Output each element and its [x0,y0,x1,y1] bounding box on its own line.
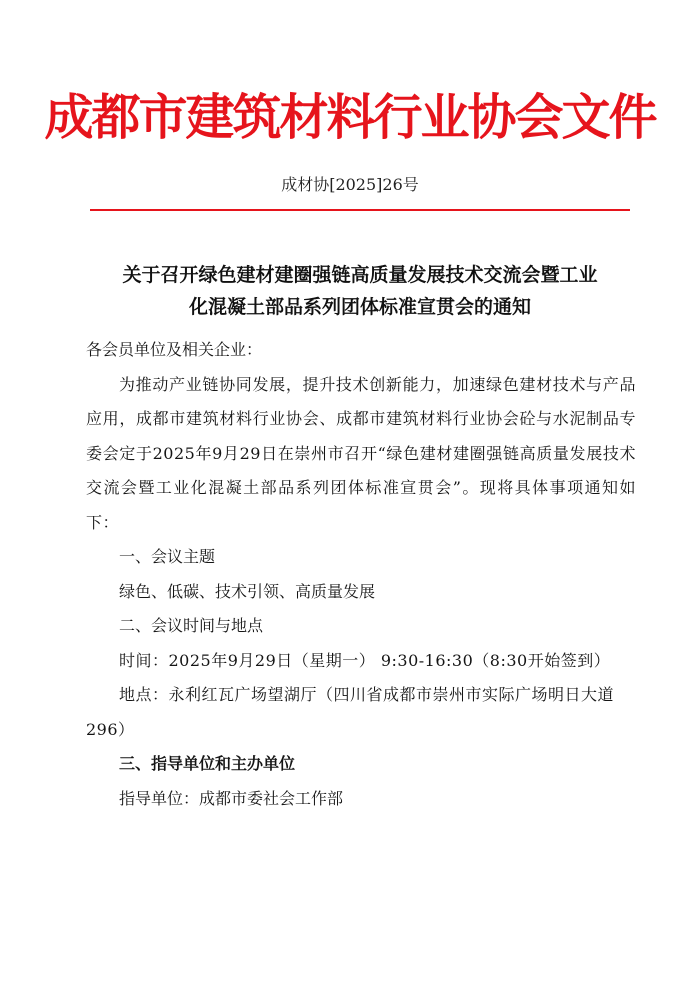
section-2-heading: 二、会议时间与地点 [119,616,264,635]
salutation: 各会员单位及相关企业： [86,340,263,359]
notice-title [80,259,640,323]
meeting-time: 时间：2025年9月29日（星期一） 9:30-16:30（8:30开始签到） [119,650,611,670]
section-3-heading: 三、指导单位和主办单位 [119,754,296,773]
section-1-text: 绿色、低碳、技术引领、高质量发展 [119,581,376,601]
notice-title-line-1: 关于召开绿色建材建圈强链高质量发展技术交流会暨工业 [122,264,598,286]
guiding-unit: 指导单位：成都市委社会工作部 [119,788,344,808]
document-header-title: 成都市建筑材料行业协会文件 [44,89,656,146]
intro-paragraph: 为推动产业链协同发展，提升技术创新能力，加速绿色建材技术与产品应用，成都市建筑材料行业协会、成都市建筑材料行业协会砼与水泥制品专委会定于2025年9月29日在崇州市召开“绿色建材建圈强链高质量发展技术交流会暨工业化混凝土部品系列团体标准宣贯会”。现将具体事项通知如下： [86,374,636,532]
section-1-heading: 一、会议主题 [119,547,216,566]
document-body [86,333,636,816]
document-number: 成材协[2025]26号 [281,175,419,194]
meeting-place: 地点：永利红瓦广场望湖厅（四川省成都市崇州市实际广场明日大道296） [86,685,615,739]
notice-title-line-2: 化混凝土部品系列团体标准宣贯会的通知 [188,296,531,318]
header-divider [90,209,630,211]
